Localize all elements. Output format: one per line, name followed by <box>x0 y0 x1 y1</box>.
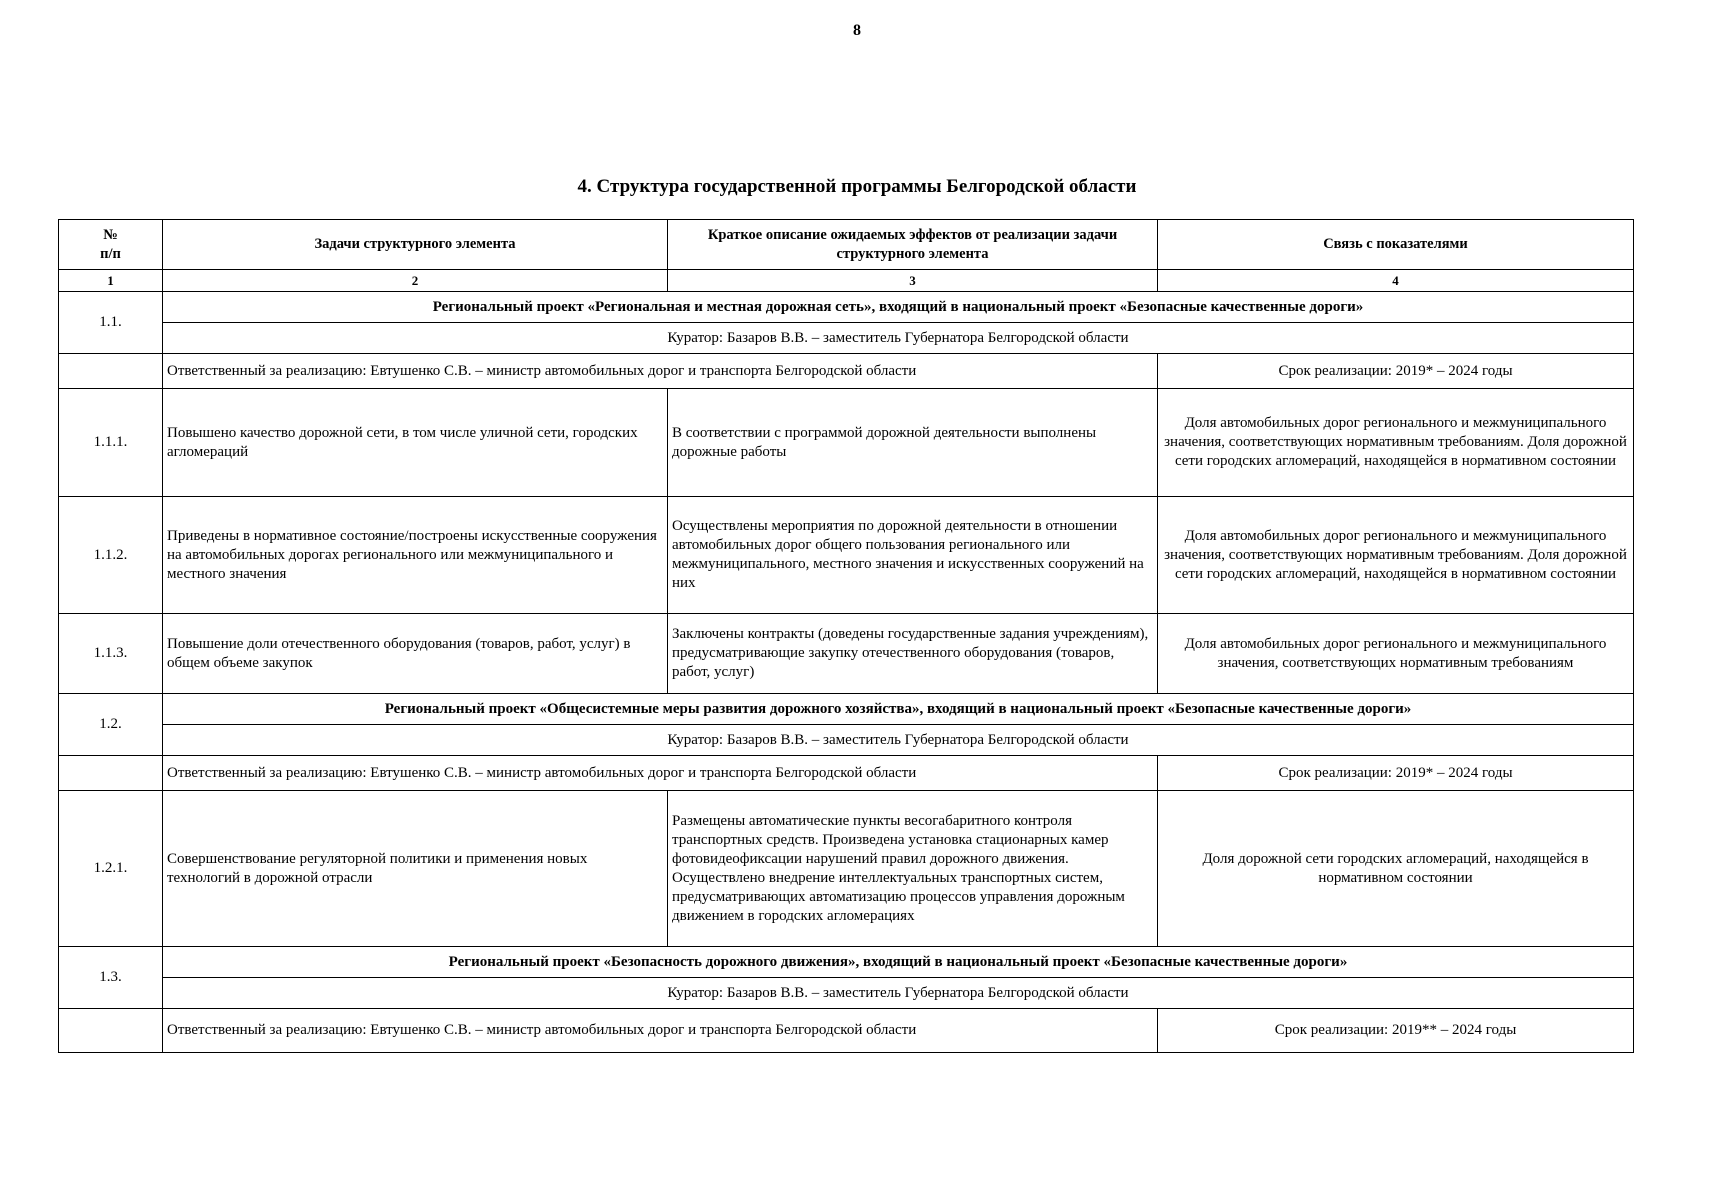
section-responsible-row <box>59 1009 1634 1053</box>
program-structure-table <box>58 219 1634 1053</box>
task-text: Повышено качество дорожной сети, в том числе уличной сети, городских агломераций <box>163 389 668 497</box>
task-row <box>59 497 1634 614</box>
empty-cell <box>59 354 163 389</box>
project-name: Региональный проект «Безопасность дорожного движения», входящий в национальный проект «Безопасные качественные дороги» <box>163 947 1634 978</box>
section-project-row <box>59 292 1634 323</box>
task-number: 1.1.1. <box>59 389 163 497</box>
curator: Куратор: Базаров В.В. – заместитель Губернатора Белгородской области <box>163 725 1634 756</box>
project-name: Региональный проект «Общесистемные меры развития дорожного хозяйства», входящий в национальный проект «Безопасные качественные дороги» <box>163 694 1634 725</box>
section-responsible-row <box>59 354 1634 389</box>
section-number: 1.2. <box>59 694 163 756</box>
indicator-link: Доля автомобильных дорог регионального и межмуниципального значения, соответствующих нормативным требованиям. Доля дорожной сети городских агломераций, находящейся в нормативном состоянии <box>1158 497 1634 614</box>
empty-cell <box>59 756 163 791</box>
curator: Куратор: Базаров В.В. – заместитель Губернатора Белгородской области <box>163 978 1634 1009</box>
page-number: 8 <box>853 22 861 39</box>
effect-text: Заключены контракты (доведены государственные задания учреждениям), предусматривающие закупку отечественного оборудования (товаров, работ, услуг) <box>668 614 1158 694</box>
column-number-row <box>59 270 1634 292</box>
section-curator-row <box>59 725 1634 756</box>
column-number: 4 <box>1158 270 1634 292</box>
task-row <box>59 389 1634 497</box>
task-text: Приведены в нормативное состояние/построены искусственные сооружения на автомобильных дорогах регионального или межмуниципального и местного значения <box>163 497 668 614</box>
section-curator-row <box>59 323 1634 354</box>
project-name: Региональный проект «Региональная и местная дорожная сеть», входящий в национальный проект «Безопасные качественные дороги» <box>163 292 1634 323</box>
section-number: 1.1. <box>59 292 163 354</box>
task-row <box>59 791 1634 947</box>
section-curator-row <box>59 978 1634 1009</box>
section-number: 1.3. <box>59 947 163 1009</box>
indicator-link: Доля автомобильных дорог регионального и межмуниципального значения, соответствующих нормативным требованиям. Доля дорожной сети городских агломераций, находящейся в нормативном состоянии <box>1158 389 1634 497</box>
column-number: 3 <box>668 270 1158 292</box>
task-number: 1.1.3. <box>59 614 163 694</box>
effect-text: Осуществлены мероприятия по дорожной деятельности в отношении автомобильных дорог общего пользования регионального или межмуниципального, местного значения и искусственных сооружений на них <box>668 497 1158 614</box>
term: Срок реализации: 2019** – 2024 годы <box>1158 1009 1634 1053</box>
responsible: Ответственный за реализацию: Евтушенко С.В. – министр автомобильных дорог и транспорта Белгородской области <box>163 756 1158 791</box>
term: Срок реализации: 2019* – 2024 годы <box>1158 354 1634 389</box>
term: Срок реализации: 2019* – 2024 годы <box>1158 756 1634 791</box>
task-number: 1.1.2. <box>59 497 163 614</box>
empty-cell <box>59 1009 163 1053</box>
task-row <box>59 614 1634 694</box>
header-indicators: Связь с показателями <box>1158 220 1634 270</box>
column-number: 1 <box>59 270 163 292</box>
task-text: Совершенствование регуляторной политики и применения новых технологий в дорожной отрасли <box>163 791 668 947</box>
document-title: 4. Структура государственной программы Белгородской области <box>577 176 1137 197</box>
responsible: Ответственный за реализацию: Евтушенко С.В. – министр автомобильных дорог и транспорта Белгородской области <box>163 354 1158 389</box>
header-tasks: Задачи структурного элемента <box>163 220 668 270</box>
column-number: 2 <box>163 270 668 292</box>
task-number: 1.2.1. <box>59 791 163 947</box>
curator: Куратор: Базаров В.В. – заместитель Губернатора Белгородской области <box>163 323 1634 354</box>
task-text: Повышение доли отечественного оборудования (товаров, работ, услуг) в общем объеме закупок <box>163 614 668 694</box>
section-responsible-row <box>59 756 1634 791</box>
responsible: Ответственный за реализацию: Евтушенко С.В. – министр автомобильных дорог и транспорта Белгородской области <box>163 1009 1158 1053</box>
effect-text: В соответствии с программой дорожной деятельности выполнены дорожные работы <box>668 389 1158 497</box>
header-effects: Краткое описание ожидаемых эффектов от реализации задачи структурного элемента <box>668 220 1158 270</box>
indicator-link: Доля автомобильных дорог регионального и межмуниципального значения, соответствующих нормативным требованиям <box>1158 614 1634 694</box>
indicator-link: Доля дорожной сети городских агломераций, находящейся в нормативном состоянии <box>1158 791 1634 947</box>
header-number: № п/п <box>59 220 163 270</box>
section-project-row <box>59 694 1634 725</box>
effect-text: Размещены автоматические пункты весогабаритного контроля транспортных средств. Произведена установка стационарных камер фотовидеофиксации нарушений правил дорожного движения. Осуществлено внедрение интеллектуальных транспортных систем, предусматривающих автоматизацию процессов управления дорожным движением в городских агломерациях <box>668 791 1158 947</box>
section-project-row <box>59 947 1634 978</box>
